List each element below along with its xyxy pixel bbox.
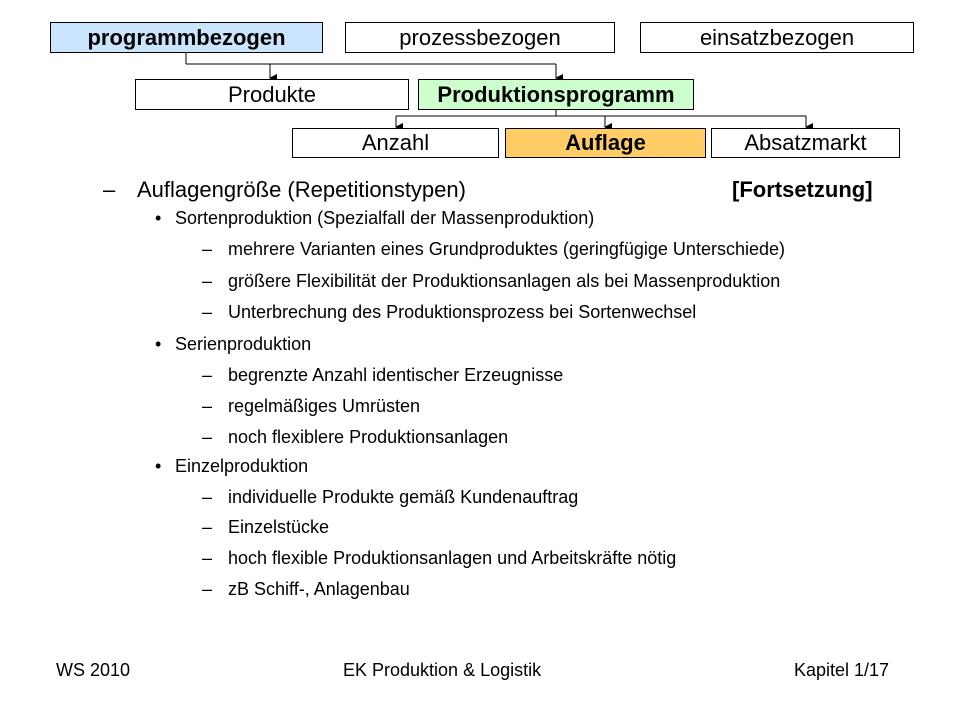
footer-course: EK Produktion & Logistik <box>343 660 542 680</box>
section-title: Einzelproduktion <box>175 456 309 476</box>
item-dash: – <box>202 427 213 447</box>
criterion-anzahl: Anzahl <box>292 128 499 158</box>
item-text: größere Flexibilität der Produktionsanlagen als bei Massenproduktion <box>228 271 781 291</box>
item-dash: – <box>202 487 213 507</box>
continuation-tag: [Fortsetzung] <box>732 177 873 202</box>
heading-dash: – <box>103 177 116 202</box>
item-dash: – <box>202 579 213 599</box>
item-text: begrenzte Anzahl identischer Erzeugnisse <box>228 365 564 385</box>
item-text: regelmäßiges Umrüsten <box>228 396 421 416</box>
category-prozessbezogen: prozessbezogen <box>345 22 615 53</box>
category-einsatzbezogen: einsatzbezogen <box>640 22 914 53</box>
item-text: individuelle Produkte gemäß Kundenauftrag <box>228 487 579 507</box>
item-dash: – <box>202 548 213 568</box>
item-dash: – <box>202 396 213 416</box>
item-dash: – <box>202 365 213 385</box>
criterion-auflage: Auflage <box>505 128 706 158</box>
item-text: Einzelstücke <box>228 517 330 537</box>
connector-produktionsprogramm <box>396 110 806 127</box>
section-title: Serienproduktion <box>175 334 312 354</box>
item-text: hoch flexible Produktionsanlagen und Arbeitskräfte nötig <box>228 548 677 568</box>
heading-text: Auflagengröße (Repetitionstypen) <box>137 177 466 202</box>
item-dash: – <box>202 239 213 259</box>
item-text: zB Schiff-, Anlagenbau <box>228 579 410 599</box>
criterion-absatzmarkt: Absatzmarkt <box>711 128 900 158</box>
item-dash: – <box>202 271 213 291</box>
subcategory-produktionsprogramm: Produktionsprogramm <box>418 79 694 110</box>
footer-page: Kapitel 1/17 <box>794 660 890 680</box>
item-text: mehrere Varianten eines Grundproduktes (geringfügige Unterschiede) <box>228 239 785 259</box>
section-title: Sortenproduktion (Spezialfall der Massenproduktion) <box>175 208 595 228</box>
subcategory-produkte: Produkte <box>135 79 409 110</box>
bullet: • <box>155 208 162 228</box>
footer-semester: WS 2010 <box>56 660 131 680</box>
item-dash: – <box>202 517 213 537</box>
bullet: • <box>155 456 162 476</box>
item-dash: – <box>202 302 213 322</box>
item-text: noch flexiblere Produktionsanlagen <box>228 427 509 447</box>
category-programmbezogen: programmbezogen <box>50 22 323 53</box>
item-text: Unterbrechung des Produktionsprozess bei Sortenwechsel <box>228 302 697 322</box>
connector-programmbezogen <box>186 53 556 78</box>
bullet: • <box>155 334 162 354</box>
